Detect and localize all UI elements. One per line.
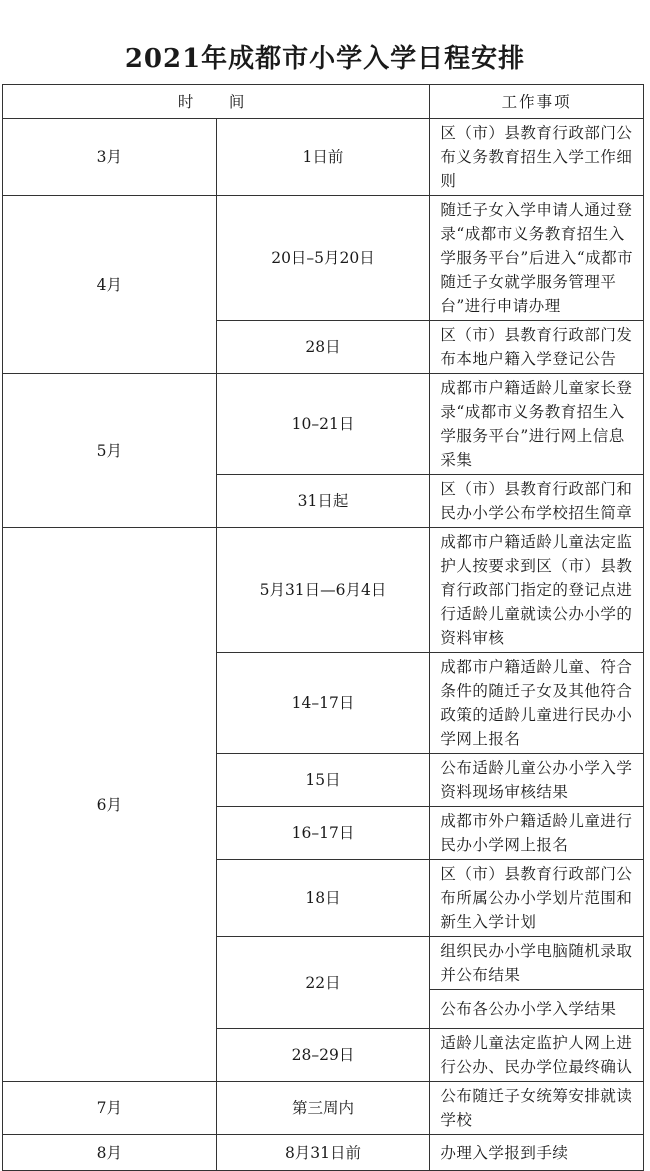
table-header-row bbox=[3, 85, 644, 119]
date-cell: 5月31日—6月4日 bbox=[216, 528, 430, 653]
task-cell: 成都市户籍适龄儿童法定监护人按要求到区（市）县教育行政部门指定的登记点进行适龄儿童就读公办小学的资料审核 bbox=[430, 528, 644, 653]
task-cell: 公布各公办小学入学结果 bbox=[430, 990, 644, 1029]
task-cell: 区（市）县教育行政部门公布所属公办小学划片范围和新生入学计划 bbox=[430, 860, 644, 937]
date-cell: 1日前 bbox=[216, 119, 430, 196]
task-cell: 区（市）县教育行政部门公布义务教育招生入学工作细则 bbox=[430, 119, 644, 196]
task-cell: 成都市外户籍适龄儿童进行民办小学网上报名 bbox=[430, 807, 644, 860]
date-cell: 16–17日 bbox=[216, 807, 430, 860]
date-cell: 15日 bbox=[216, 754, 430, 807]
schedule-table bbox=[2, 84, 644, 1171]
task-cell: 办理入学报到手续 bbox=[430, 1135, 644, 1171]
table-row bbox=[3, 119, 644, 196]
table-row bbox=[3, 1135, 644, 1171]
task-cell: 区（市）县教育行政部门发布本地户籍入学登记公告 bbox=[430, 321, 644, 374]
month-cell: 6月 bbox=[3, 528, 217, 1082]
task-cell: 适龄儿童法定监护人网上进行公办、民办学位最终确认 bbox=[430, 1029, 644, 1082]
task-cell: 组织民办小学电脑随机录取并公布结果 bbox=[430, 937, 644, 990]
date-cell: 31日起 bbox=[216, 475, 430, 528]
table-row bbox=[3, 528, 644, 653]
month-cell: 5月 bbox=[3, 374, 217, 528]
table-row bbox=[3, 1082, 644, 1135]
date-cell: 20日–5月20日 bbox=[216, 196, 430, 321]
task-cell: 公布随迁子女统筹安排就读学校 bbox=[430, 1082, 644, 1135]
header-time: 时 间 bbox=[3, 85, 430, 119]
date-cell: 28日 bbox=[216, 321, 430, 374]
task-cell: 成都市户籍适龄儿童家长登录“成都市义务教育招生入学服务平台”进行网上信息采集 bbox=[430, 374, 644, 475]
date-cell: 10–21日 bbox=[216, 374, 430, 475]
date-cell: 14–17日 bbox=[216, 653, 430, 754]
date-cell: 18日 bbox=[216, 860, 430, 937]
page-title: 2021年成都市小学入学日程安排 bbox=[124, 44, 526, 74]
task-cell: 随迁子女入学申请人通过登录“成都市义务教育招生入学服务平台”后进入“成都市随迁子女就学服务管理平台”进行申请办理 bbox=[430, 196, 644, 321]
month-cell: 4月 bbox=[3, 196, 217, 374]
date-cell: 第三周内 bbox=[216, 1082, 430, 1135]
month-cell: 7月 bbox=[3, 1082, 217, 1135]
table-row bbox=[3, 196, 644, 321]
month-cell: 8月 bbox=[3, 1135, 217, 1171]
month-cell: 3月 bbox=[3, 119, 217, 196]
task-cell: 区（市）县教育行政部门和民办小学公布学校招生简章 bbox=[430, 475, 644, 528]
header-task: 工作事项 bbox=[430, 85, 644, 119]
date-cell: 8月31日前 bbox=[216, 1135, 430, 1171]
task-cell: 公布适龄儿童公办小学入学资料现场审核结果 bbox=[430, 754, 644, 807]
table-row bbox=[3, 374, 644, 475]
task-cell: 成都市户籍适龄儿童、符合条件的随迁子女及其他符合政策的适龄儿童进行民办小学网上报名 bbox=[430, 653, 644, 754]
date-cell: 28–29日 bbox=[216, 1029, 430, 1082]
date-cell: 22日 bbox=[216, 937, 430, 1029]
